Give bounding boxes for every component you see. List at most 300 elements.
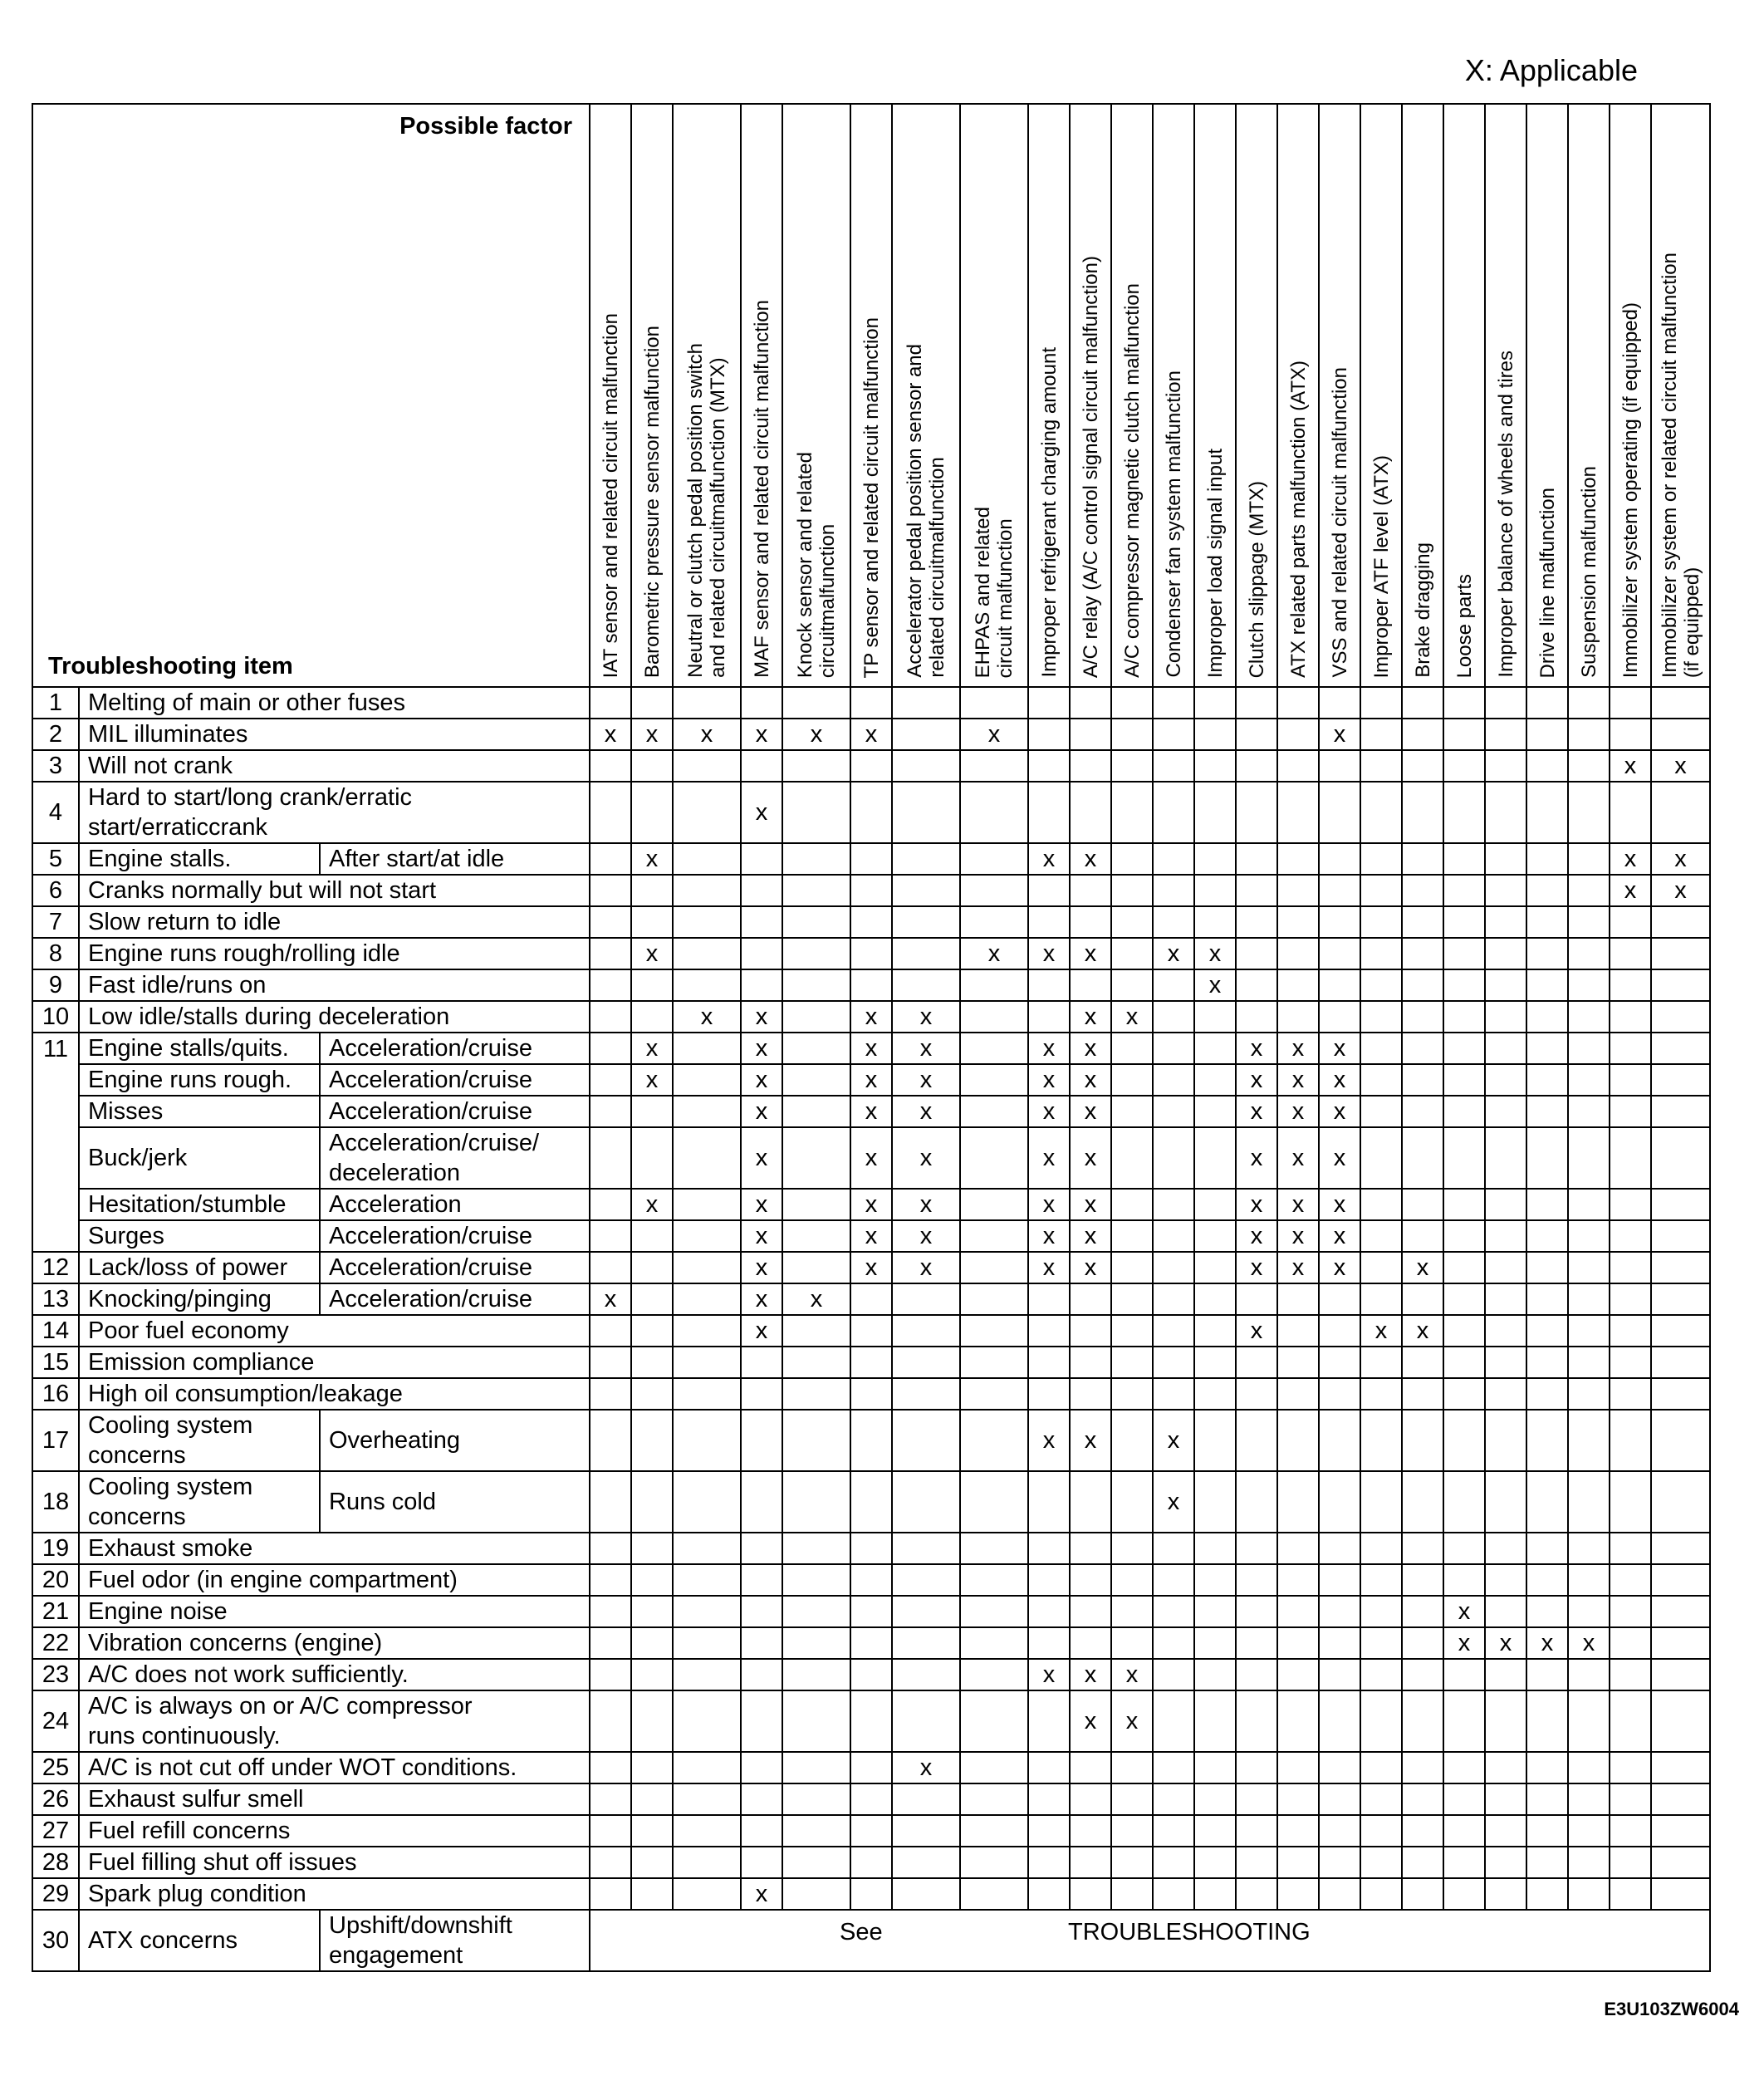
factor-cell <box>1028 1315 1070 1347</box>
factor-label: Neutral or clutch pedal position switch and related circuitmalfunction (MTX) <box>684 343 729 678</box>
factor-header-19 <box>1443 104 1485 687</box>
factor-cell <box>1070 1878 1111 1910</box>
factor-cell <box>1485 1564 1526 1596</box>
row-number: 23 <box>32 1659 79 1690</box>
factor-cell <box>741 906 782 938</box>
factor-cell <box>850 906 892 938</box>
factor-cell <box>1236 938 1277 969</box>
applicable-mark: x <box>1319 719 1360 750</box>
applicable-mark: x <box>892 1127 960 1189</box>
factor-cell <box>673 1815 741 1847</box>
factor-cell <box>1526 1189 1568 1220</box>
factor-cell <box>960 1690 1028 1752</box>
applicable-mark: x <box>1277 1127 1319 1189</box>
applicable-mark: x <box>1277 1064 1319 1096</box>
factor-header-18 <box>1402 104 1443 687</box>
factor-cell <box>1111 1627 1153 1659</box>
trouble-item-name: Fuel filling shut off issues <box>79 1847 590 1878</box>
factor-header-20 <box>1485 104 1526 687</box>
factor-cell <box>1070 1564 1111 1596</box>
factor-cell <box>741 687 782 719</box>
factor-cell <box>1568 1659 1610 1690</box>
trouble-item-name: Engine runs rough. <box>79 1064 320 1096</box>
factor-header-17 <box>1360 104 1402 687</box>
factor-cell <box>673 1564 741 1596</box>
factor-cell <box>1568 1283 1610 1315</box>
trouble-item-name: MIL illuminates <box>79 719 590 750</box>
factor-cell <box>741 1627 782 1659</box>
applicable-mark: x <box>1028 843 1070 875</box>
factor-cell <box>1651 1627 1710 1659</box>
trouble-item-name: Cooling system concerns <box>79 1471 320 1533</box>
factor-label: Loose parts <box>1453 573 1476 678</box>
row-number: 15 <box>32 1347 79 1378</box>
factor-cell <box>590 1378 631 1410</box>
factor-cell <box>850 1783 892 1815</box>
factor-cell <box>590 1001 631 1033</box>
factor-cell <box>1111 1410 1153 1471</box>
factor-cell <box>1194 1564 1236 1596</box>
factor-cell <box>1277 750 1319 782</box>
header-label-cell <box>32 104 590 687</box>
applicable-mark: x <box>1236 1220 1277 1252</box>
factor-cell <box>1610 1847 1651 1878</box>
factor-cell <box>1070 969 1111 1001</box>
applicable-mark: x <box>1028 938 1070 969</box>
factor-cell <box>1568 1690 1610 1752</box>
factor-cell <box>960 1252 1028 1283</box>
factor-cell <box>1153 1596 1194 1627</box>
applicable-mark: x <box>1236 1252 1277 1283</box>
factor-cell <box>631 1347 673 1378</box>
factor-cell <box>1485 1410 1526 1471</box>
factor-cell <box>1194 1252 1236 1283</box>
factor-header-22 <box>1568 104 1610 687</box>
factor-cell <box>1236 1533 1277 1564</box>
factor-cell <box>1526 1033 1568 1064</box>
trouble-item-name: Melting of main or other fuses <box>79 687 590 719</box>
factor-cell <box>1526 782 1568 843</box>
factor-cell <box>1443 906 1485 938</box>
applicable-mark: x <box>850 1096 892 1127</box>
applicable-mark: x <box>741 1001 782 1033</box>
factor-cell <box>673 1596 741 1627</box>
factor-cell <box>1070 906 1111 938</box>
factor-cell <box>782 1252 850 1283</box>
factor-cell <box>1028 1627 1070 1659</box>
factor-cell <box>782 1627 850 1659</box>
factor-cell <box>960 843 1028 875</box>
factor-cell <box>850 1596 892 1627</box>
factor-cell <box>960 1752 1028 1783</box>
factor-label: Improper load signal input <box>1203 448 1227 678</box>
factor-cell <box>1360 1847 1402 1878</box>
factor-cell <box>1028 906 1070 938</box>
factor-cell <box>631 1471 673 1533</box>
factor-cell <box>1443 1564 1485 1596</box>
factor-cell <box>1485 875 1526 906</box>
factor-cell <box>1610 1127 1651 1189</box>
factor-cell <box>631 1410 673 1471</box>
factor-cell <box>1402 1752 1443 1783</box>
factor-cell <box>590 1252 631 1283</box>
factor-cell <box>1610 687 1651 719</box>
factor-cell <box>1070 782 1111 843</box>
factor-cell <box>1360 938 1402 969</box>
factor-cell <box>1485 1347 1526 1378</box>
trouble-item-name: Poor fuel economy <box>79 1315 590 1347</box>
factor-cell <box>1360 875 1402 906</box>
factor-cell <box>1651 1252 1710 1283</box>
factor-cell <box>892 1471 960 1533</box>
applicable-mark: x <box>1153 1410 1194 1471</box>
factor-cell <box>782 843 850 875</box>
applicable-mark: x <box>892 1096 960 1127</box>
factor-cell <box>631 750 673 782</box>
factor-cell <box>1194 1064 1236 1096</box>
factor-cell <box>1277 1533 1319 1564</box>
factor-cell <box>892 782 960 843</box>
factor-cell <box>1194 1220 1236 1252</box>
factor-cell <box>1443 1659 1485 1690</box>
factor-cell <box>1277 1815 1319 1847</box>
factor-cell <box>1485 1878 1526 1910</box>
factor-cell <box>1402 1659 1443 1690</box>
factor-cell <box>1153 782 1194 843</box>
factor-header-5 <box>782 104 850 687</box>
factor-cell <box>1402 969 1443 1001</box>
trouble-item-name: Vibration concerns (engine) <box>79 1627 590 1659</box>
factor-cell <box>1153 1564 1194 1596</box>
possible-factor-label: Possible factor <box>399 113 572 140</box>
applicable-mark: x <box>631 1033 673 1064</box>
factor-cell <box>1443 1690 1485 1752</box>
factor-cell <box>1319 1815 1360 1847</box>
factor-cell <box>782 1378 850 1410</box>
factor-cell <box>1443 782 1485 843</box>
factor-cell <box>673 1847 741 1878</box>
factor-label: TP sensor and related circuit malfunction <box>860 316 883 678</box>
factor-cell <box>1277 1596 1319 1627</box>
factor-cell <box>960 1847 1028 1878</box>
factor-cell <box>1153 1315 1194 1347</box>
applicable-mark: x <box>1070 1064 1111 1096</box>
row-number: 25 <box>32 1752 79 1783</box>
factor-cell <box>1443 1847 1485 1878</box>
row-number: 20 <box>32 1564 79 1596</box>
factor-cell <box>1526 1815 1568 1847</box>
factor-cell <box>960 782 1028 843</box>
row-number: 6 <box>32 875 79 906</box>
factor-cell <box>850 843 892 875</box>
factor-cell <box>590 1783 631 1815</box>
applicable-mark: x <box>1070 1189 1111 1220</box>
factor-cell <box>631 1096 673 1127</box>
factor-cell <box>1568 843 1610 875</box>
factor-cell <box>1111 1315 1153 1347</box>
factor-cell <box>673 782 741 843</box>
factor-cell <box>1360 1533 1402 1564</box>
applicable-mark: x <box>1443 1596 1485 1627</box>
factor-cell <box>1111 1127 1153 1189</box>
factor-cell <box>631 1878 673 1910</box>
factor-cell <box>1526 1878 1568 1910</box>
row-number: 5 <box>32 843 79 875</box>
factor-cell <box>1277 938 1319 969</box>
factor-header-4 <box>741 104 782 687</box>
factor-cell <box>1360 1410 1402 1471</box>
factor-cell <box>1028 1001 1070 1033</box>
factor-cell <box>1236 1659 1277 1690</box>
factor-cell <box>1526 938 1568 969</box>
applicable-mark: x <box>1319 1252 1360 1283</box>
factor-cell <box>892 1533 960 1564</box>
factor-cell <box>1485 1127 1526 1189</box>
factor-cell <box>741 1690 782 1752</box>
row-number <box>32 1064 79 1096</box>
factor-cell <box>782 1127 850 1189</box>
factor-header-21 <box>1526 104 1568 687</box>
table-row <box>32 1690 1710 1752</box>
factor-cell <box>1153 1252 1194 1283</box>
factor-cell <box>1402 1283 1443 1315</box>
factor-cell <box>1610 1378 1651 1410</box>
factor-cell <box>1568 1252 1610 1283</box>
factor-cell <box>673 1220 741 1252</box>
factor-cell <box>892 750 960 782</box>
factor-cell <box>1526 1001 1568 1033</box>
factor-cell <box>1319 938 1360 969</box>
table-row <box>32 1471 1710 1533</box>
factor-cell <box>892 843 960 875</box>
factor-cell <box>1610 1752 1651 1783</box>
applicable-mark: x <box>741 1033 782 1064</box>
factor-cell <box>1111 1033 1153 1064</box>
factor-cell <box>1485 1596 1526 1627</box>
factor-cell <box>1319 1783 1360 1815</box>
table-row <box>32 1783 1710 1815</box>
factor-cell <box>1402 1410 1443 1471</box>
applicable-mark: x <box>1111 1659 1153 1690</box>
factor-cell <box>960 875 1028 906</box>
factor-cell <box>1485 687 1526 719</box>
factor-cell <box>1070 687 1111 719</box>
factor-cell <box>1111 750 1153 782</box>
factor-cell <box>1070 1283 1111 1315</box>
factor-cell <box>1111 1878 1153 1910</box>
factor-cell <box>1194 687 1236 719</box>
factor-label: Barometric pressure sensor malfunction <box>640 325 664 678</box>
applicable-mark: x <box>1277 1189 1319 1220</box>
factor-cell <box>1526 1596 1568 1627</box>
factor-cell <box>631 1847 673 1878</box>
applicable-mark: x <box>1277 1220 1319 1252</box>
factor-cell <box>1402 1220 1443 1252</box>
trouble-item-name: Knocking/pinging <box>79 1283 320 1315</box>
factor-cell <box>1028 782 1070 843</box>
applicable-mark: x <box>673 719 741 750</box>
factor-cell <box>850 1378 892 1410</box>
factor-cell <box>1526 1283 1568 1315</box>
factor-cell <box>631 1533 673 1564</box>
factor-cell <box>850 1347 892 1378</box>
applicable-mark: x <box>1070 1220 1111 1252</box>
factor-cell <box>1236 1783 1277 1815</box>
factor-cell <box>741 1378 782 1410</box>
factor-cell <box>1028 687 1070 719</box>
factor-cell <box>1360 1001 1402 1033</box>
factor-cell <box>1443 1096 1485 1127</box>
factor-cell <box>1443 687 1485 719</box>
factor-cell <box>782 1564 850 1596</box>
applicable-mark: x <box>960 938 1028 969</box>
factor-cell <box>1153 1878 1194 1910</box>
factor-cell <box>1443 1127 1485 1189</box>
factor-cell <box>1277 1690 1319 1752</box>
factor-cell <box>1610 1659 1651 1690</box>
factor-cell <box>1277 1627 1319 1659</box>
factor-cell <box>960 1815 1028 1847</box>
factor-cell <box>741 1815 782 1847</box>
factor-cell <box>590 1471 631 1533</box>
applicable-mark: x <box>892 1001 960 1033</box>
factor-header-7 <box>892 104 960 687</box>
applicable-mark: x <box>1028 1659 1070 1690</box>
factor-cell <box>673 1659 741 1690</box>
factor-cell <box>1028 1815 1070 1847</box>
factor-cell <box>1319 1878 1360 1910</box>
factor-cell <box>1443 875 1485 906</box>
factor-cell <box>631 1690 673 1752</box>
factor-cell <box>1485 1001 1526 1033</box>
factor-cell <box>1610 906 1651 938</box>
factor-header-6 <box>850 104 892 687</box>
factor-label: Condenser fan system malfunction <box>1162 370 1185 678</box>
factor-cell <box>1651 1127 1710 1189</box>
trouble-item-condition: Upshift/downshift engagement <box>320 1910 590 1971</box>
applicable-mark: x <box>1485 1627 1526 1659</box>
applicable-mark: x <box>1277 1252 1319 1283</box>
factor-cell <box>1070 1627 1111 1659</box>
factor-cell <box>1153 1189 1194 1220</box>
factor-cell <box>1651 1564 1710 1596</box>
factor-cell <box>1194 1471 1236 1533</box>
factor-cell <box>1319 1315 1360 1347</box>
factor-cell <box>1236 1378 1277 1410</box>
row-number: 26 <box>32 1783 79 1815</box>
factor-cell <box>741 969 782 1001</box>
factor-cell <box>1443 1315 1485 1347</box>
factor-cell <box>631 1001 673 1033</box>
factor-cell <box>590 1533 631 1564</box>
factor-cell <box>673 1378 741 1410</box>
applicable-mark: x <box>960 719 1028 750</box>
trouble-item-condition: Acceleration/cruise <box>320 1220 590 1252</box>
factor-cell <box>1568 1847 1610 1878</box>
factor-cell <box>850 1659 892 1690</box>
figure-code: E3U103ZW6004 <box>1604 1999 1739 2019</box>
applicable-mark: x <box>631 719 673 750</box>
factor-cell <box>1402 1001 1443 1033</box>
applicable-mark: x <box>1651 750 1710 782</box>
row-number: 9 <box>32 969 79 1001</box>
factor-cell <box>1111 1752 1153 1783</box>
factor-cell <box>1610 1533 1651 1564</box>
factor-cell <box>1236 843 1277 875</box>
applicable-mark: x <box>850 1252 892 1283</box>
factor-cell <box>1153 843 1194 875</box>
factor-cell <box>892 1627 960 1659</box>
factor-cell <box>1277 1878 1319 1910</box>
factor-cell <box>1526 1410 1568 1471</box>
factor-cell <box>1610 1096 1651 1127</box>
factor-cell <box>1360 687 1402 719</box>
factor-cell <box>1111 843 1153 875</box>
factor-cell <box>631 1378 673 1410</box>
row-number: 29 <box>32 1878 79 1910</box>
factor-cell <box>1360 1815 1402 1847</box>
factor-cell <box>1360 1878 1402 1910</box>
factor-cell <box>1526 1752 1568 1783</box>
applicable-mark: x <box>1319 1127 1360 1189</box>
factor-cell <box>1568 1064 1610 1096</box>
trouble-item-name: Misses <box>79 1096 320 1127</box>
factor-cell <box>1236 750 1277 782</box>
troubleshooting-item-label: Troubleshooting item <box>48 653 293 679</box>
factor-label: MAF sensor and related circuit malfunction <box>750 300 773 678</box>
factor-cell <box>631 1283 673 1315</box>
factor-cell <box>673 1127 741 1189</box>
factor-cell <box>782 1847 850 1878</box>
factor-cell <box>1360 1783 1402 1815</box>
factor-cell <box>1610 1315 1651 1347</box>
factor-cell <box>850 750 892 782</box>
factor-cell <box>673 1033 741 1064</box>
trouble-item-name: A/C does not work sufficiently. <box>79 1659 590 1690</box>
factor-cell <box>1360 1752 1402 1783</box>
factor-cell <box>960 1096 1028 1127</box>
factor-cell <box>1610 1596 1651 1627</box>
factor-label: A/C compressor magnetic clutch malfunction <box>1120 283 1144 678</box>
applicable-mark: x <box>850 1064 892 1096</box>
factor-cell <box>590 1627 631 1659</box>
factor-cell <box>1485 1815 1526 1847</box>
factor-cell <box>782 969 850 1001</box>
factor-cell <box>741 1410 782 1471</box>
factor-cell <box>1319 1283 1360 1315</box>
table-row <box>32 1410 1710 1471</box>
applicable-mark: x <box>741 1127 782 1189</box>
factor-cell <box>1443 750 1485 782</box>
factor-cell <box>1568 782 1610 843</box>
factor-cell <box>782 1783 850 1815</box>
applicable-mark: x <box>590 719 631 750</box>
trouble-item-name: Exhaust sulfur smell <box>79 1783 590 1815</box>
factor-cell <box>892 1878 960 1910</box>
table-row <box>32 1910 1710 1971</box>
factor-cell <box>631 1127 673 1189</box>
table-row <box>32 687 1710 719</box>
factor-cell <box>782 1001 850 1033</box>
factor-cell <box>590 1064 631 1096</box>
factor-cell <box>1236 969 1277 1001</box>
factor-cell <box>1568 1378 1610 1410</box>
factor-cell <box>1610 1627 1651 1659</box>
factor-cell <box>1277 1659 1319 1690</box>
factor-cell <box>1319 1471 1360 1533</box>
table-row <box>32 1878 1710 1910</box>
row-number: 28 <box>32 1847 79 1878</box>
